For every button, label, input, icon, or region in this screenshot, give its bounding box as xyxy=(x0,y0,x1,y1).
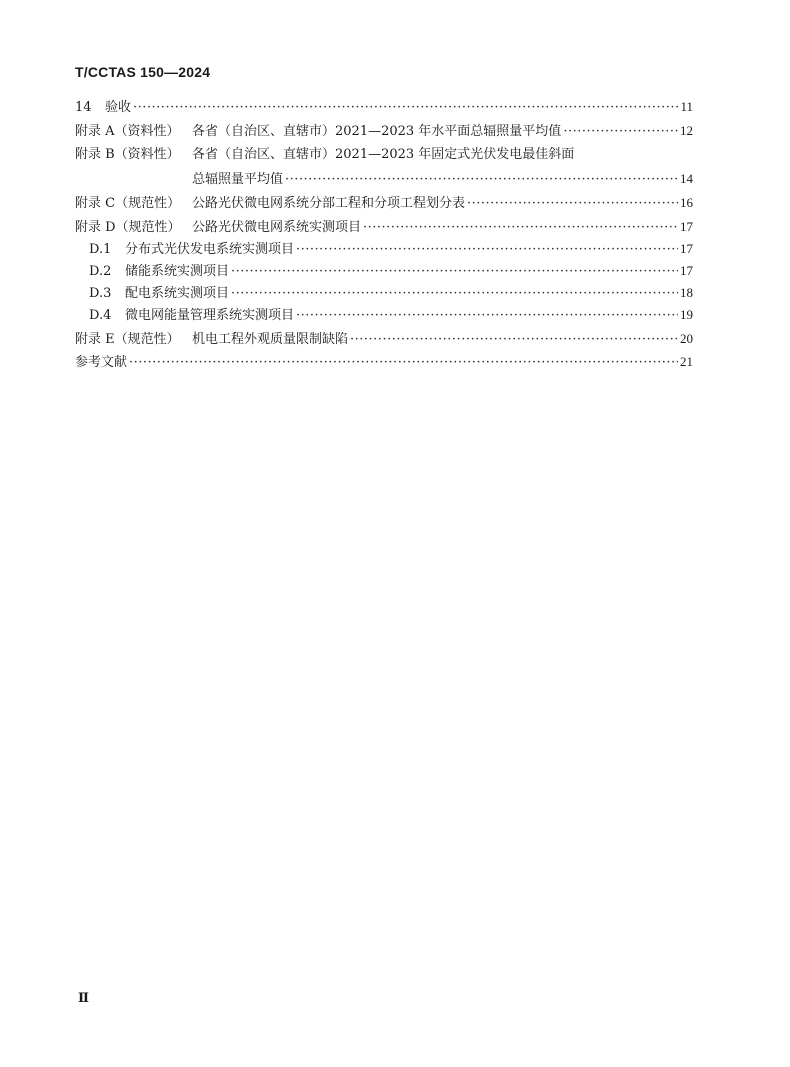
toc-entry-page: 17 xyxy=(680,263,693,278)
toc-entry-appendix-d[interactable] xyxy=(75,217,693,237)
toc-entry-label: 附录 B（资料性） xyxy=(75,147,180,162)
toc-entry-title-continued: 总辐照量平均值 xyxy=(192,172,284,187)
toc-entry-page: 17 xyxy=(680,219,693,234)
toc-entry-label: 附录 A（资料性） xyxy=(75,124,180,139)
page-number: Ⅱ xyxy=(78,990,89,1005)
dot-leader xyxy=(296,306,678,326)
toc-entry-number: D.3 xyxy=(89,286,112,301)
dot-leader xyxy=(285,170,678,190)
dot-leader xyxy=(231,284,678,304)
toc-entry-page: 11 xyxy=(680,99,693,114)
toc-entry-appendix-b[interactable] xyxy=(75,145,693,165)
toc-entry-page: 16 xyxy=(680,195,693,210)
toc-entry-references[interactable] xyxy=(75,352,693,372)
toc-entry-number: D.2 xyxy=(89,264,112,279)
toc-entry-number: D.1 xyxy=(89,242,112,257)
toc-entry-d1[interactable] xyxy=(75,239,693,259)
toc-entry-acceptance[interactable] xyxy=(75,97,693,117)
toc-entry-page: 17 xyxy=(680,241,693,256)
toc-entry-d2[interactable] xyxy=(75,261,693,281)
toc-entry-title: 公路光伏微电网系统实测项目 xyxy=(192,220,362,235)
toc-entry-title: 参考文献 xyxy=(75,355,128,370)
dot-leader xyxy=(363,218,678,238)
toc-entry-title: 分布式光伏发电系统实测项目 xyxy=(125,242,295,257)
standard-number: T/CCTAS 150—2024 xyxy=(75,64,211,80)
toc-entry-title: 储能系统实测项目 xyxy=(125,264,230,279)
toc-entry-label: 附录 C（规范性） xyxy=(75,196,181,211)
dot-leader xyxy=(563,122,678,142)
dot-leader xyxy=(467,194,678,214)
toc-entry-page: 18 xyxy=(680,285,693,300)
toc-entry-title: 各省（自治区、直辖市）2021—2023 年水平面总辐照量平均值 xyxy=(192,124,562,139)
toc-entry-d3[interactable] xyxy=(75,283,693,303)
toc-entry-title: 公路光伏微电网系统分部工程和分项工程划分表 xyxy=(192,196,466,211)
toc-entry-appendix-c[interactable] xyxy=(75,193,693,213)
toc-entry-appendix-b-continued[interactable] xyxy=(75,169,693,189)
toc-entry-page: 12 xyxy=(680,123,693,138)
dot-leader xyxy=(296,240,678,260)
dot-leader xyxy=(231,262,678,282)
toc-entry-title: 验收 xyxy=(105,100,132,115)
dot-leader xyxy=(350,330,678,350)
toc-entry-title: 微电网能量管理系统实测项目 xyxy=(125,308,295,323)
toc-entry-label: 附录 D（规范性） xyxy=(75,220,181,235)
toc-entry-title: 各省（自治区、直辖市）2021—2023 年固定式光伏发电最佳斜面 xyxy=(192,147,575,162)
dot-leader xyxy=(133,98,678,118)
dot-leader xyxy=(129,353,678,373)
toc-entry-page: 21 xyxy=(680,354,693,369)
toc-entry-page: 19 xyxy=(680,307,693,322)
toc-entry-number: 14 xyxy=(75,100,92,115)
toc-entry-appendix-e[interactable] xyxy=(75,329,693,349)
toc-entry-number: D.4 xyxy=(89,308,112,323)
toc-entry-title: 机电工程外观质量限制缺陷 xyxy=(192,332,349,347)
toc-entry-page: 14 xyxy=(680,171,693,186)
toc-entry-d4[interactable] xyxy=(75,305,693,325)
toc-entry-page: 20 xyxy=(680,331,693,346)
toc-entry-title: 配电系统实测项目 xyxy=(125,286,230,301)
toc-entry-appendix-a[interactable] xyxy=(75,121,693,141)
toc-entry-label: 附录 E（规范性） xyxy=(75,332,180,347)
